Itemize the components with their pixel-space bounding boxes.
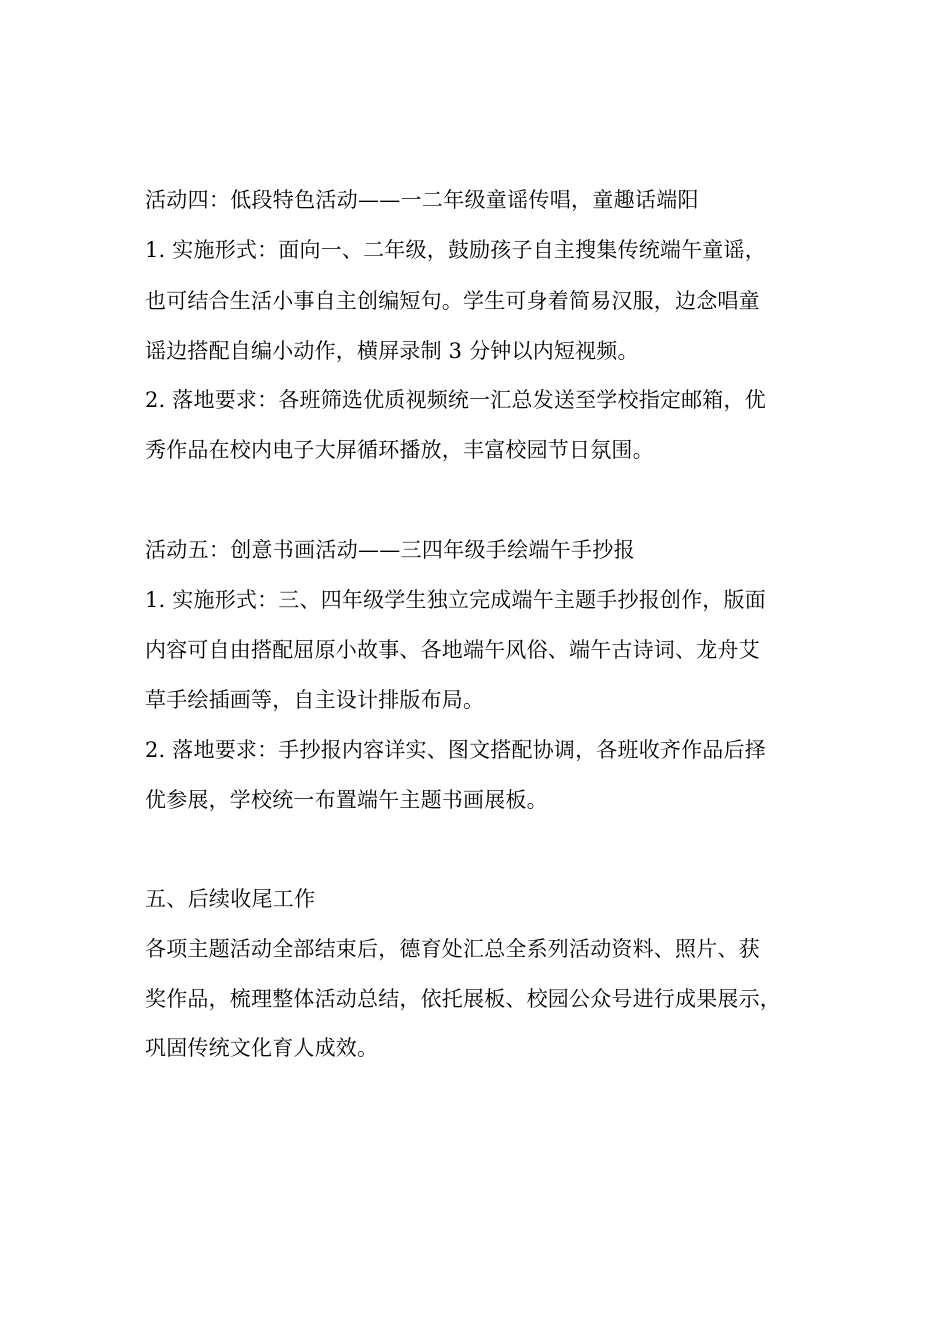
paragraph-line: 2. 落地要求：各班筛选优质视频统一汇总发送至学校指定邮箱，优 [145,388,766,412]
section-heading-activity-four: 活动四：低段特色活动——一二年级童谣传唱，童趣话端阳 [145,188,699,212]
paragraph-line: 秀作品在校内电子大屏循环播放，丰富校园节日氛围。 [145,438,654,462]
paragraph-line: 优参展，学校统一布置端午主题书画展板。 [145,788,548,812]
paragraph-line: 草手绘插画等，自主设计排版布局。 [145,688,485,712]
paragraph-line: 也可结合生活小事自主创编短句。学生可身着简易汉服，边念唱童 [145,289,760,313]
paragraph-line: 1. 实施形式：面向一、二年级，鼓励孩子自主搜集传统端午童谣， [145,238,766,262]
section-heading-follow-up-work: 五、后续收尾工作 [145,887,316,911]
paragraph-line: 各项主题活动全部结束后，德育处汇总全系列活动资料、照片、获 [145,937,760,961]
paragraph-line: 谣边搭配自编小动作，横屏录制 3 分钟以内短视频。 [145,339,639,363]
paragraph-line: 巩固传统文化育人成效。 [145,1036,379,1060]
paragraph-line: 内容可自由搭配屈原小故事、各地端午风俗、端午古诗词、龙舟艾 [145,638,760,662]
paragraph-line: 1. 实施形式：三、四年级学生独立完成端午主题手抄报创作，版面 [145,588,766,612]
section-heading-activity-five: 活动五：创意书画活动——三四年级手绘端午手抄报 [145,538,635,562]
paragraph-line: 奖作品，梳理整体活动总结，依托展板、校园公众号进行成果展示， [145,987,781,1011]
paragraph-line: 2. 落地要求：手抄报内容详实、图文搭配协调，各班收齐作品后择 [145,738,766,762]
